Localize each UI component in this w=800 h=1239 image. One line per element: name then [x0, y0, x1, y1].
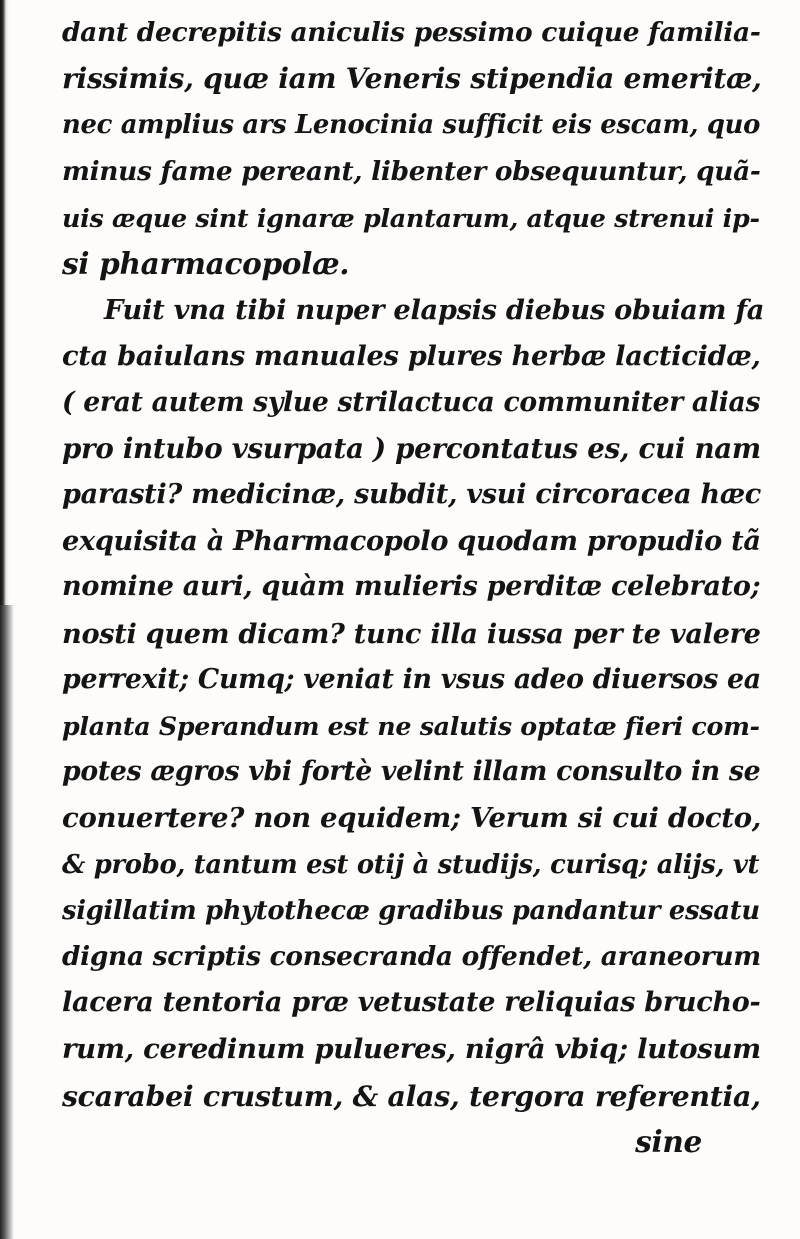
text-line: minus fame pereant, libenter obsequuntur, quã- — [62, 155, 761, 187]
text-line: si pharmacopolæ. — [62, 246, 350, 282]
text-line: scarabei crustum, & alas, tergora referentia, — [62, 1078, 761, 1113]
catchword: sine — [635, 1123, 702, 1159]
text-line: nec amplius ars Lenocinia sufficit eis escam, quo — [62, 110, 761, 141]
text-line: nosti quem dicam? tunc illa iussa per te valere — [62, 617, 761, 650]
text-line: rum, ceredinum pulueres, nigrâ vbiq; lutosum — [62, 1033, 761, 1066]
text-line: nomine auri, quàm mulieris perditæ celebrato; — [62, 571, 761, 603]
text-line: rissimis, quæ iam Veneris stipendia emeritæ, — [62, 62, 762, 96]
text-line: ( erat autem sylue strilactuca communiter alias — [62, 386, 761, 418]
text-line: conuertere? non equidem; Verum si cui docto, — [62, 802, 762, 835]
page-gutter-shadow-lower — [0, 605, 14, 1239]
text-line: Fuit vna tibi nuper elapsis diebus obuiam fa — [104, 294, 765, 327]
text-line: dant decrepitis aniculis pessimo cuique familia- — [62, 17, 761, 48]
text-line: cta baiulans manuales plures herbæ lacticidæ, — [62, 340, 761, 373]
latin-text-block — [62, 10, 765, 1165]
text-line: digna scriptis consecranda offendet, araneorum — [62, 941, 761, 973]
text-line: lacera tentoria præ vetustate reliquias brucho- — [62, 987, 761, 1019]
text-line: perrexit; Cumq; veniat in vsus adeo diuersos ea — [62, 663, 761, 695]
text-line: parasti? medicinæ, subdit, vsui circoracea hæc — [62, 479, 762, 511]
text-line: uis æque sint ignaræ plantarum, atque strenui ip- — [62, 202, 760, 233]
text-line: & probo, tantum est otij à studijs, curisq; alijs, vt — [62, 849, 760, 880]
text-line: pro intubo vsurpata ) percontatus es, cui nam — [62, 431, 761, 465]
text-line: potes ægros vbi fortè velint illam consulto in se — [62, 756, 761, 788]
text-line: planta Sperandum est ne salutis optatæ fieri com- — [62, 711, 760, 742]
text-line: exquisita à Pharmacopolo quodam propudio tã — [62, 525, 761, 558]
text-line: sigillatim phytothecæ gradibus pandantur essatu — [62, 895, 760, 926]
